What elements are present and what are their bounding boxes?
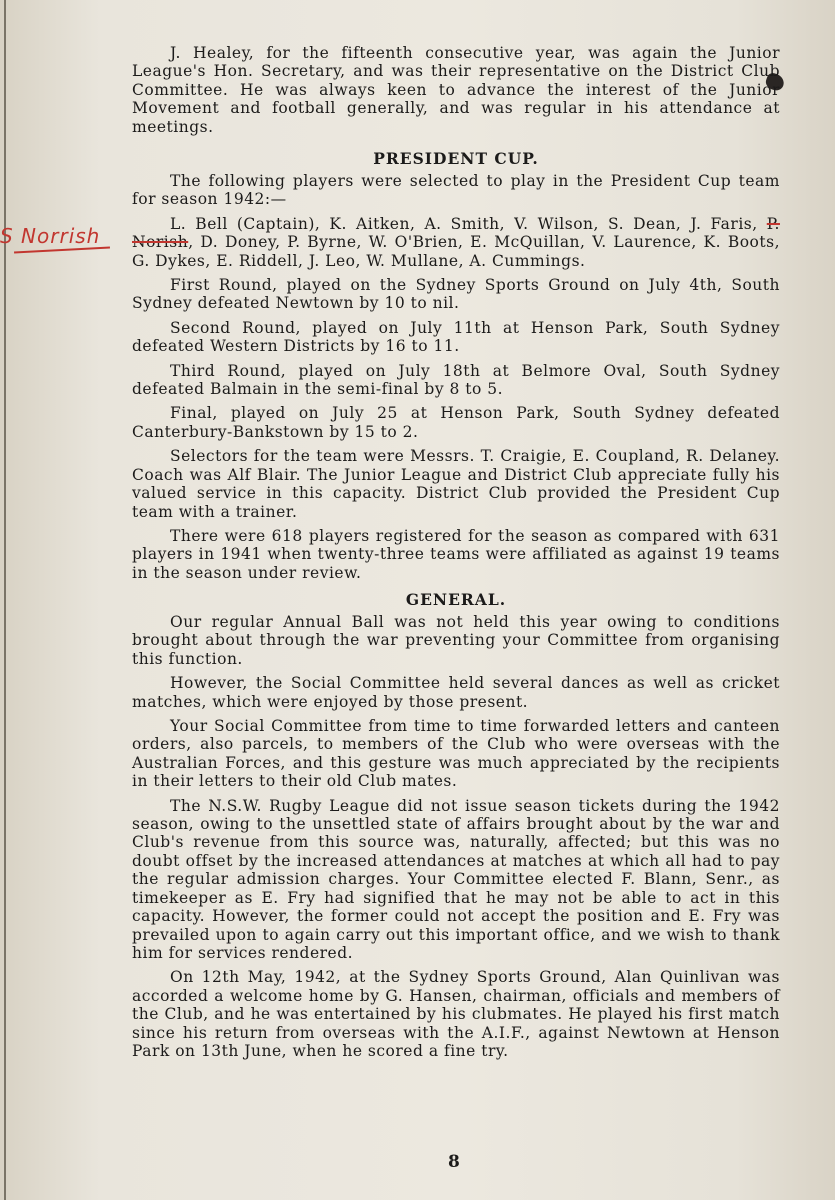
season-tickets-paragraph: The N.S.W. Rugby League did not issue season tickets during the 1942 season, owing to the unsettled state of affairs brought about by the war and Club's revenue from this source was, naturally, affected; but this was no doubt offset by the increased attendances at matches at which all had to pay the regular admission charges. Your Committee elected F. Blann, Senr., as timekeeper as E. Fry had signified that he may not be able to act in this capacity. However, the former could not accept the position and E. Fry was prevailed upon to again carry out this important office, and we wish to thank him for services rendered. [132, 796, 780, 962]
handwritten-margin-note: S Norrish [0, 224, 101, 248]
page-number: 8 [448, 1152, 460, 1172]
president-cup-section [132, 172, 780, 588]
struck-player-name: P. Norish [132, 214, 780, 252]
parcels-paragraph: Your Social Committee from time to time forwarded letters and canteen orders, also parcels, to members of the Club who were overseas with the Australian Forces, and this gesture was much appreciated by the recipients in their letters to their old Club mates. [132, 717, 780, 791]
round-one-paragraph: First Round, played on the Sydney Sports Ground on July 4th, South Sydney defeated Newtown by 10 to nil. [132, 276, 780, 313]
final-paragraph: Final, played on July 25 at Henson Park, South Sydney defeated Canterbury-Bankstown by 15 to 2. [132, 404, 780, 441]
social-committee-paragraph: However, the Social Committee held several dances as well as cricket matches, which were enjoyed by those present. [132, 674, 780, 711]
registrations-paragraph: There were 618 players registered for the season as compared with 631 players in 1941 when twenty-three teams were affiliated as against 19 teams in the season under review. [132, 526, 780, 582]
players-list-start: L. Bell (Captain), K. Aitken, A. Smith, V. Wilson, S. Dean, J. Faris, [170, 214, 758, 233]
welcome-home-paragraph: On 12th May, 1942, at the Sydney Sports Ground, Alan Quinlivan was accorded a welcome home by G. Hansen, chairman, officials and members of the Club, and he was entertained by his clubmates. He played his first match since his return from overseas with the A.I.F., against Newtown at Henson Park on 13th June, when he scored a fine try. [132, 968, 780, 1060]
selection-paragraph: The following players were selected to play in the President Cup team for season 1942:— [132, 172, 780, 209]
president-cup-heading: PRESIDENT CUP. [373, 149, 539, 168]
round-two-paragraph: Second Round, played on July 11th at Henson Park, South Sydney defeated Western Districts by 16 to 11. [132, 318, 780, 356]
players-paragraph [132, 215, 780, 270]
selectors-paragraph: Selectors for the team were Messrs. T. Craigie, E. Coupland, R. Delaney. Coach was Alf Blair. The Junior League and District Club appreciate fully his valued service in this capacity. District Club provided the President Cup team with a trainer. [132, 447, 780, 521]
binding-edge [4, 0, 6, 1200]
intro-paragraph: J. Healey, for the fifteenth consecutive year, was again the Junior League's Hon. Secretary, and was their representative on the District Club Committee. He was always keen to advance the interest of the Junior Movement and football generally, and was regular in his attendance at meetings. [132, 44, 780, 136]
intro-section [132, 44, 780, 142]
general-section [132, 613, 780, 1066]
general-heading: GENERAL. [405, 590, 507, 609]
round-three-paragraph: Third Round, played on July 18th at Belmore Oval, South Sydney defeated Balmain in the semi-final by 8 to 5. [132, 361, 780, 399]
players-list-end: , D. Doney, P. Byrne, W. O'Brien, E. McQuillan, V. Laurence, K. Boots, G. Dykes, E. Riddell, J. Leo, W. Mullane, A. Cummings. [132, 233, 780, 270]
annual-ball-paragraph: Our regular Annual Ball was not held this year owing to conditions brought about through the war preventing your Committee from organising this function. [132, 613, 780, 668]
